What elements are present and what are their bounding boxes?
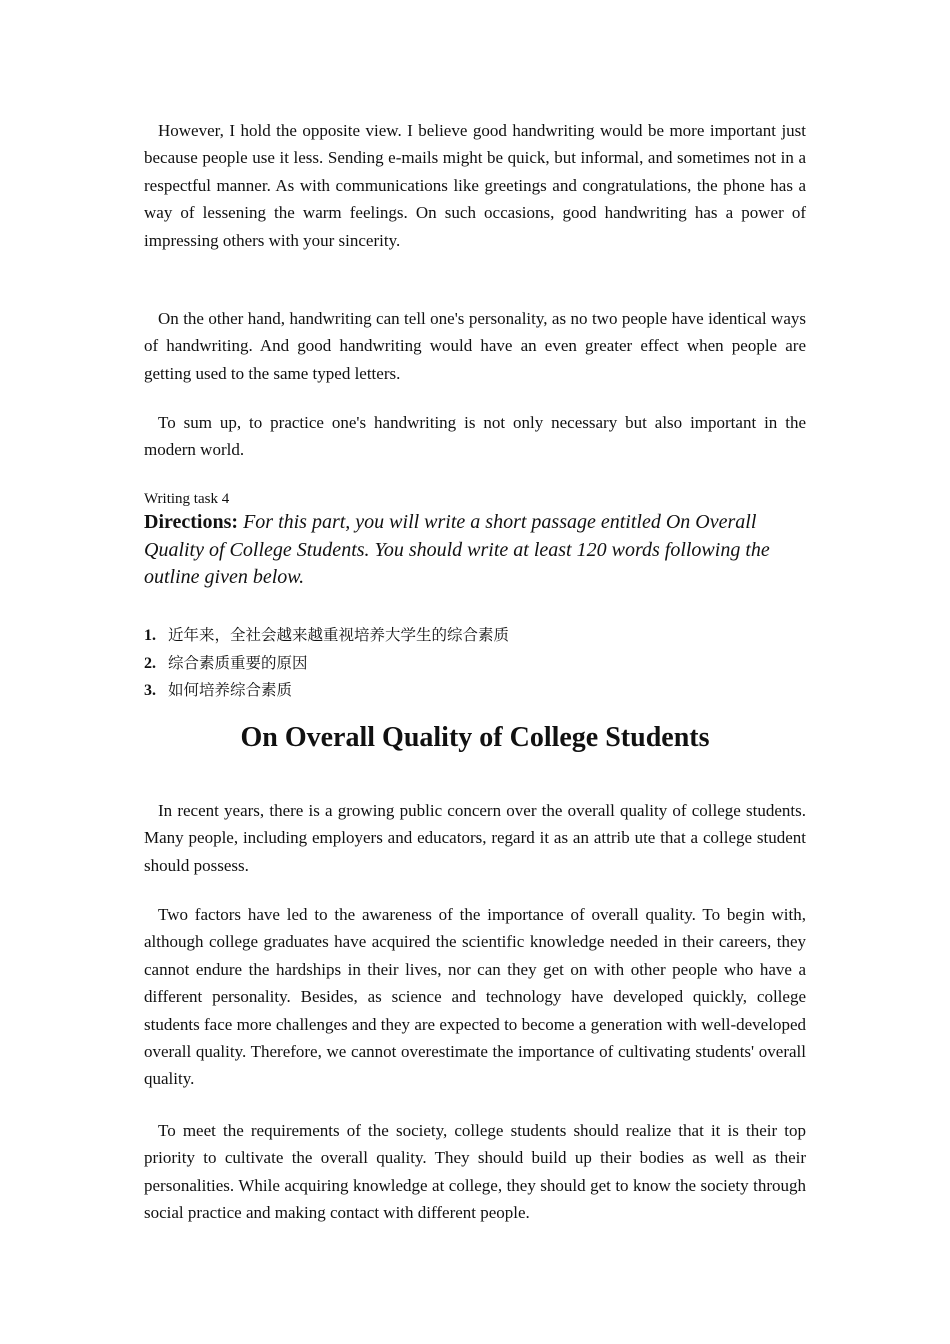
prev-essay-paragraph-3: To sum up, to practice one's handwriting is not only necessary but also important in the modern world.: [144, 413, 806, 460]
prev-essay-paragraph-1: However, I hold the opposite view. I believe good handwriting would be more important just because people use it less. Sending e-mails might be quick, but informal, and sometimes not in a respectful manner. As with communications like greetings and congratulations, the phone has a way of lessening the warm feelings. On such occasions, good handwriting has a power of impressing others with your sincerity.: [144, 121, 806, 250]
outline-number: 3.: [144, 682, 156, 699]
essay-title: On Overall Quality of College Students: [240, 722, 710, 753]
outline-item: [144, 650, 806, 678]
task-label: Writing task 4: [144, 491, 230, 507]
outline-text: 如何培养综合素质: [168, 681, 293, 699]
directions-label: Directions:: [144, 511, 239, 533]
essay-paragraph-1: In recent years, there is a growing public concern over the overall quality of college students. Many people, including employers and educators, regard it as an attrib ute that a college student should possess.: [144, 801, 806, 875]
outline-item: [144, 677, 806, 705]
essay-paragraph-3: To meet the requirements of the society, college students should realize that it is their top priority to cultivate the overall quality. They should build up their bodies as well as their personalities. While acquiring knowledge at college, they should get to know the society through social practice and making contact with different people.: [144, 1121, 806, 1223]
essay-paragraph-2: Two factors have led to the awareness of the importance of overall quality. To begin with, although college graduates have acquired the scientific knowledge needed in their careers, they cannot endure the hardships in their lives, nor can they get on with other people who have a different personality. Besides, as science and technology have developed quickly, college students face more challenges and they are expected to become a generation with well-developed overall quality. Therefore, we cannot overestimate the importance of cultivating students' overall quality.: [144, 905, 806, 1089]
outline-text: 综合素质重要的原因: [168, 653, 308, 672]
outline-number: 2.: [144, 654, 156, 672]
directions-text: For this part, you will write a short passage entitled On Overall Quality of College Students. You should write at least 120 words following the outline given below.: [144, 511, 770, 588]
outline-number: 1.: [144, 627, 156, 644]
outline-list: [144, 622, 806, 705]
directions: [144, 509, 806, 592]
prev-essay-paragraph-2: On the other hand, handwriting can tell one's personality, as no two people have identical ways of handwriting. And good handwriting would have an even greater effect when people are getting used to the same typed letters.: [144, 309, 806, 383]
outline-text: 近年来，全社会越来越重视培养大学生的综合素质: [168, 626, 510, 644]
outline-item: [144, 622, 806, 650]
